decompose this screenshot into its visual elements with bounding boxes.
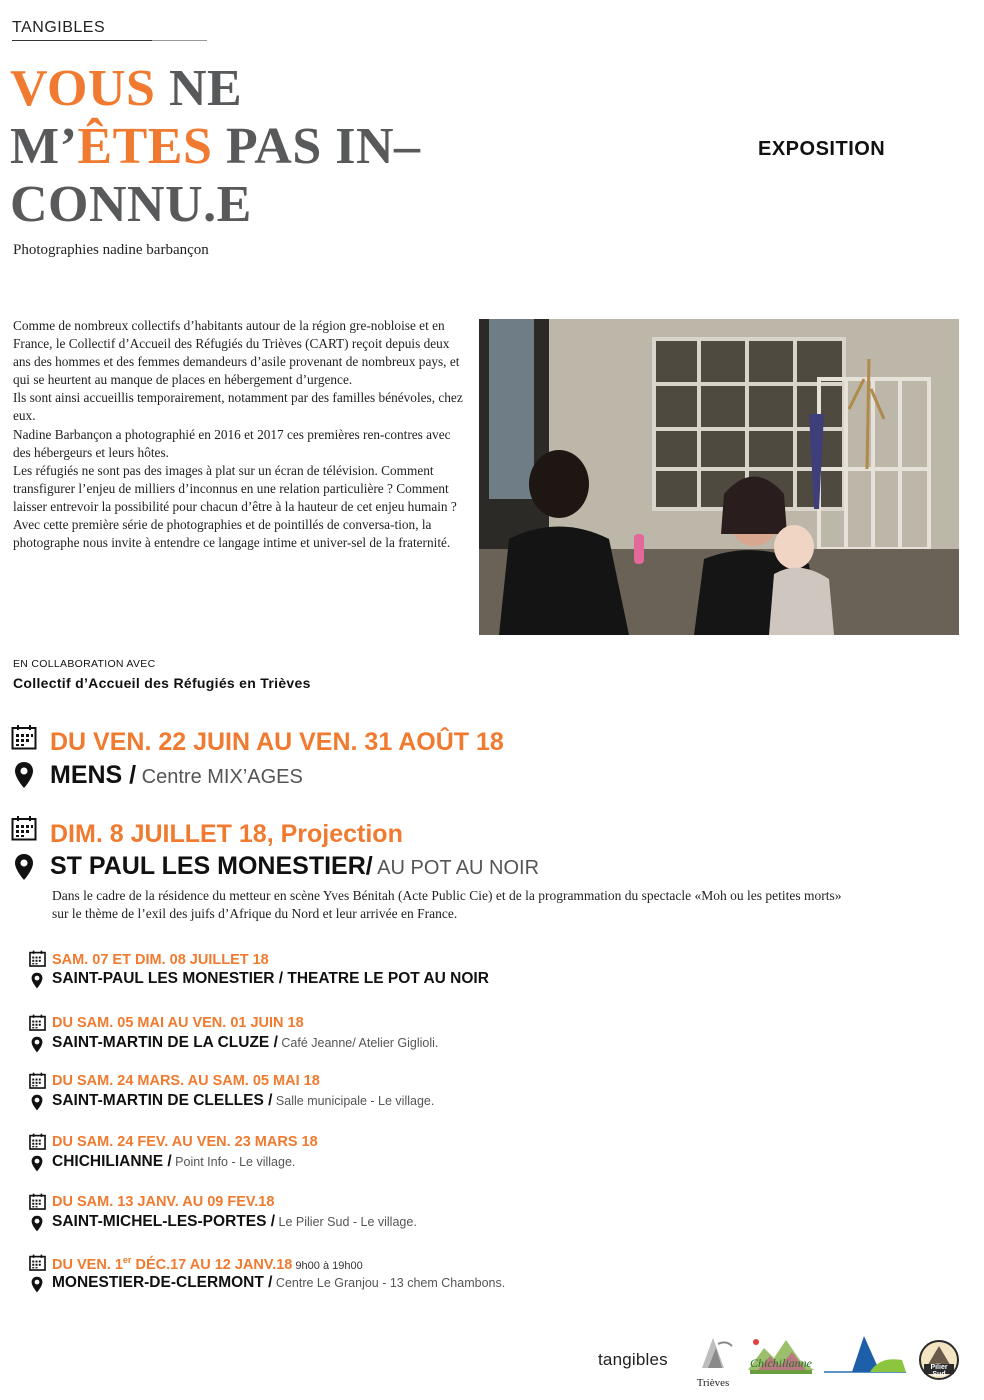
brand-rule	[12, 40, 207, 41]
location-pin-icon	[31, 1276, 43, 1293]
calendar-icon	[11, 724, 37, 750]
calendar-icon	[11, 815, 37, 841]
location-pin-icon	[14, 761, 34, 789]
place-name: MONESTIER-DE-CLERMONT /	[52, 1274, 273, 1291]
location-pin-icon	[14, 853, 34, 881]
schedule-place	[52, 1274, 505, 1292]
venue-name: Le Pilier Sud - Le village.	[275, 1215, 417, 1229]
title-line2-start: M’	[10, 118, 78, 175]
exhibition-photo	[479, 319, 959, 635]
schedule-place	[52, 1034, 438, 1052]
schedule-date: DU SAM. 24 MARS. AU SAM. 05 MAI 18	[52, 1073, 320, 1089]
calendar-icon	[29, 1133, 46, 1150]
calendar-icon	[29, 1193, 46, 1210]
pilier-sud-logo	[918, 1330, 960, 1388]
collaboration-label: EN COLLABORATION AVEC	[13, 658, 156, 670]
title-line1-highlight: VOUS	[10, 60, 156, 117]
place-name: MENS /	[50, 761, 137, 789]
title-line2-rest: PAS IN–	[212, 118, 421, 175]
date-part: DU VEN. 1	[52, 1256, 123, 1273]
calendar-icon	[29, 950, 46, 967]
collaboration-name: Collectif d’Accueil des Réfugiés en Trièves	[13, 675, 311, 691]
main-event-date: DU VEN. 22 JUIN AU VEN. 31 AOÛT 18	[50, 728, 504, 756]
tangibles-logo: tangibles	[598, 1350, 668, 1369]
chichilianne-logo	[744, 1330, 818, 1390]
intro-text	[13, 317, 463, 552]
intro-paragraph: Nadine Barbançon a photographié en 2016 et 2017 ces premières ren-contres avec des hébergeurs et leurs hôtes.	[13, 426, 451, 460]
venue-name: Centre Le Granjou - 13 chem Chambons.	[272, 1276, 506, 1290]
date-superscript: er	[122, 1255, 132, 1265]
main-event-date: DIM. 8 JUILLET 18, Projection	[50, 820, 403, 848]
main-event-place	[50, 852, 539, 881]
calendar-icon	[29, 1254, 46, 1271]
location-pin-icon	[31, 972, 43, 989]
event-description: Dans le cadre de la résidence du metteur en scène Yves Bénitah (Acte Public Cie) et de la programmation du spectacle «Moh ou les petites morts» sur le thème de l’exil des juifs d’Afrique du Nord et leur arrivée en France.	[52, 888, 842, 921]
schedule-place	[52, 1153, 295, 1171]
venue-name: Salle municipale - Le village.	[272, 1094, 435, 1108]
venue-name: Centre MIX’AGES	[136, 766, 303, 788]
chichilianne-logo-text: Chichilianne	[750, 1356, 812, 1370]
place-name: ST PAUL LES MONESTIER/	[50, 852, 373, 880]
schedule-place	[52, 970, 489, 988]
title-line1-rest: NE	[155, 60, 243, 117]
schedule-date: DU SAM. 24 FEV. AU VEN. 23 MARS 18	[52, 1134, 318, 1150]
main-event-place	[50, 761, 303, 790]
pilier-sud-text: Pilier Sud	[930, 1364, 948, 1378]
intro-paragraph: Ils sont ainsi accueillis temporairement, notamment par des familles bénévoles, chez eux.	[13, 390, 463, 424]
intro-paragraph: Avec cette première série de photographies et de pointillés de conversa-tion, la photographe nous invite à entendre ce langage intime et univer-sel de la fraternité.	[13, 517, 451, 551]
calendar-icon	[29, 1014, 46, 1031]
venue-name: Café Jeanne/ Atelier Giglioli.	[277, 1036, 439, 1050]
category-label: EXPOSITION	[758, 138, 886, 160]
exhibition-title	[10, 60, 421, 234]
schedule-date	[52, 1255, 363, 1273]
schedule-date: DU SAM. 13 JANV. AU 09 FEV.18	[52, 1194, 275, 1210]
trieves-logo-text: Trièves	[696, 1377, 730, 1389]
intro-paragraph: Les réfugiés ne sont pas des images à plat sur un écran de télévision. Comment transfigurer l’enjeu de milliers d’inconnus en une relation particulière ? Comment laisser entrevoir la possibilité pour chacun d’être à la hauteur de cet enjeu humain ?	[13, 462, 457, 514]
trieves-logo	[688, 1332, 738, 1388]
place-name: SAINT-PAUL LES MONESTIER / THEATRE LE POT AU NOIR	[52, 970, 489, 987]
intro-paragraph: Comme de nombreux collectifs d’habitants autour de la région gre-nobloise et en France, le Collectif d’Accueil des Réfugiés du Trièves (CART) reçoit depuis deux ans des hommes et des femmes demandeurs d’asile provenant de nombreux pays, et qui se heurtent au manque de places en hébergement d’urgence.	[13, 318, 460, 388]
place-name: CHICHILIANNE /	[52, 1153, 172, 1170]
subtitle: Photographies nadine barbançon	[13, 242, 209, 258]
schedule-date: DU SAM. 05 MAI AU VEN. 01 JUIN 18	[52, 1015, 304, 1031]
date-part: DÉC.17 AU 12 JANV.18	[131, 1256, 293, 1273]
location-pin-icon	[31, 1215, 43, 1232]
place-name: SAINT-MARTIN DE CLELLES /	[52, 1092, 273, 1109]
place-name: SAINT-MICHEL-LES-PORTES /	[52, 1213, 276, 1230]
title-line3: CONNU.E	[10, 176, 252, 233]
venue-name: Point Info - Le village.	[171, 1155, 296, 1169]
schedule-place	[52, 1213, 417, 1231]
location-pin-icon	[31, 1094, 43, 1111]
location-pin-icon	[31, 1155, 43, 1172]
schedule-date: SAM. 07 ET DIM. 08 JUILLET 18	[52, 952, 269, 968]
location-pin-icon	[31, 1036, 43, 1053]
schedule-place	[52, 1092, 434, 1110]
mountain-logo	[822, 1332, 908, 1380]
venue-name: AU POT AU NOIR	[372, 857, 540, 879]
calendar-icon	[29, 1072, 46, 1089]
schedule-time: 9h00 à 19h00	[292, 1259, 363, 1272]
brand-name: TANGIBLES	[12, 19, 106, 36]
place-name: SAINT-MARTIN DE LA CLUZE /	[52, 1034, 278, 1051]
title-line2-highlight: ÊTES	[77, 118, 213, 175]
